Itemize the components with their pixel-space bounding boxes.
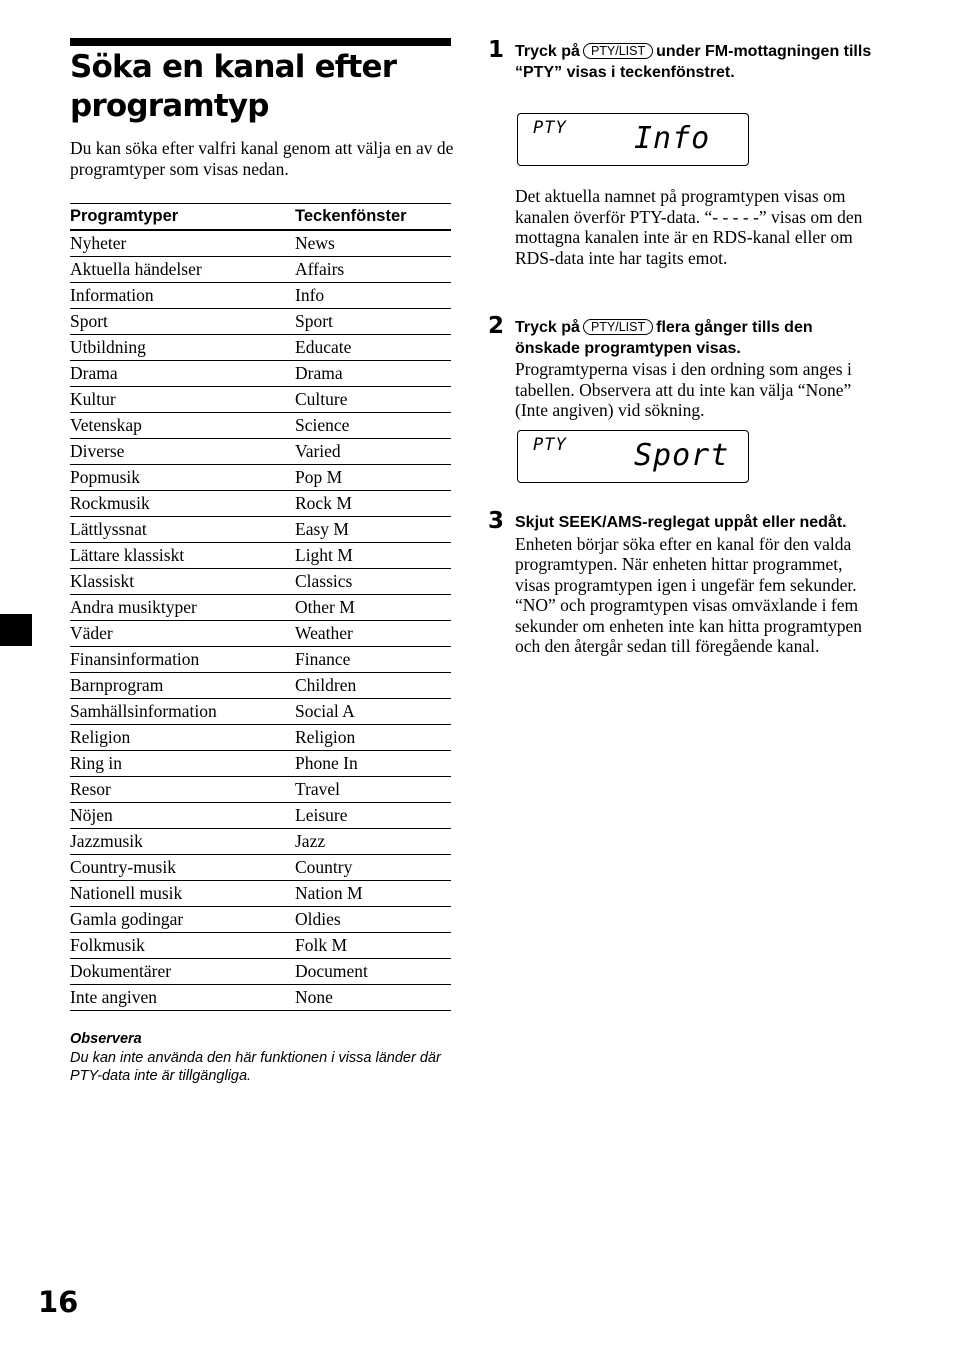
display-text-cell: Sport — [295, 309, 451, 335]
page-number: 16 — [38, 1285, 79, 1319]
program-type-cell: Rockmusik — [70, 491, 295, 517]
display-text-cell: Science — [295, 413, 451, 439]
title-rule — [70, 38, 451, 46]
table-row — [70, 543, 451, 569]
program-type-cell: Religion — [70, 725, 295, 751]
program-type-cell: Drama — [70, 361, 295, 387]
display-text-cell: Info — [295, 283, 451, 309]
program-type-cell: Diverse — [70, 439, 295, 465]
program-type-cell: Information — [70, 283, 295, 309]
table-row — [70, 829, 451, 855]
display-text-cell: Educate — [295, 335, 451, 361]
program-type-cell: Folkmusik — [70, 933, 295, 959]
table-row — [70, 907, 451, 933]
step-2-instr-after: flera gånger tills den önskade programtypen visas. — [515, 319, 813, 357]
table-row — [70, 465, 451, 491]
table-row — [70, 985, 451, 1011]
program-type-cell: Finansinformation — [70, 647, 295, 673]
display-text-cell: None — [295, 985, 451, 1011]
table-row — [70, 230, 451, 257]
table-row — [70, 647, 451, 673]
display-text-cell: Varied — [295, 439, 451, 465]
step-3-instr: Skjut SEEK/AMS-reglegat uppåt eller nedåt. — [515, 514, 847, 531]
display-text-cell: Affairs — [295, 257, 451, 283]
table-row — [70, 881, 451, 907]
program-type-cell: Kultur — [70, 387, 295, 413]
program-type-cell: Popmusik — [70, 465, 295, 491]
program-type-cell: Nyheter — [70, 230, 295, 257]
program-type-cell: Utbildning — [70, 335, 295, 361]
program-type-cell: Inte angiven — [70, 985, 295, 1011]
lcd-value: Info — [634, 121, 711, 156]
display-text-cell: Travel — [295, 777, 451, 803]
display-text-cell: Leisure — [295, 803, 451, 829]
display-text-cell: Phone In — [295, 751, 451, 777]
lcd-display-sport — [517, 430, 749, 483]
display-text-cell: Social A — [295, 699, 451, 725]
table-row — [70, 569, 451, 595]
table-row — [70, 855, 451, 881]
table-row — [70, 777, 451, 803]
section-tab-marker — [0, 614, 32, 646]
lcd-pty-label: PTY — [533, 435, 567, 455]
note — [70, 1030, 450, 1086]
display-text-cell: Children — [295, 673, 451, 699]
display-text-cell: Weather — [295, 621, 451, 647]
program-type-cell: Nöjen — [70, 803, 295, 829]
step-1-instr-before: Tryck på — [515, 43, 580, 60]
program-type-cell: Väder — [70, 621, 295, 647]
display-text-cell: Finance — [295, 647, 451, 673]
step-2-number: 2 — [488, 313, 505, 339]
table-row — [70, 361, 451, 387]
column-header-programtyper: Programtyper — [70, 204, 295, 231]
table-row — [70, 621, 451, 647]
page-title: Söka en kanal efter programtyp — [70, 49, 397, 124]
display-text-cell: Nation M — [295, 881, 451, 907]
step-2-instruction — [515, 318, 877, 421]
display-text-cell: Rock M — [295, 491, 451, 517]
table-row — [70, 257, 451, 283]
step-3-body: Enheten börjar söka efter en kanal för den valda programtypen. När enheten hittar programmet, visas programtypen igen i ungefär fem sekunder. — [515, 533, 857, 595]
step-3-number: 3 — [488, 508, 505, 534]
display-text-cell: Easy M — [295, 517, 451, 543]
display-text-cell: Oldies — [295, 907, 451, 933]
table-row — [70, 413, 451, 439]
table-row — [70, 595, 451, 621]
display-text-cell: Religion — [295, 725, 451, 751]
step-1-instruction — [515, 42, 877, 83]
display-text-cell: Country — [295, 855, 451, 881]
program-type-cell: Vetenskap — [70, 413, 295, 439]
pty-list-button-label: PTY/LIST — [583, 43, 653, 59]
display-text-cell: Document — [295, 959, 451, 985]
step-1-body: Det aktuella namnet på programtypen visas om kanalen överför PTY-data. “- - - - -” visas om den mottagna kanalen inte är en RDS-kanal eller om RDS-data inte har tagits emot. — [515, 186, 863, 268]
program-type-cell: Samhällsinformation — [70, 699, 295, 725]
program-type-cell: Ring in — [70, 751, 295, 777]
display-text-cell: Other M — [295, 595, 451, 621]
program-type-cell: Resor — [70, 777, 295, 803]
table-row — [70, 933, 451, 959]
lcd-display-info — [517, 113, 749, 166]
pty-list-button-label: PTY/LIST — [583, 319, 653, 335]
table-row — [70, 803, 451, 829]
table-row — [70, 959, 451, 985]
program-type-cell: Nationell musik — [70, 881, 295, 907]
lcd-value: Sport — [634, 438, 730, 473]
display-text-cell: Jazz — [295, 829, 451, 855]
table-row — [70, 387, 451, 413]
intro-paragraph: Du kan söka efter valfri kanal genom att välja en av de programtyper som visas nedan. — [70, 138, 454, 179]
table-body — [70, 230, 451, 1011]
display-text-cell: Drama — [295, 361, 451, 387]
step-3-instruction — [515, 513, 877, 657]
program-type-cell: Lättare klassiskt — [70, 543, 295, 569]
step-3-body-2: “NO” och programtypen visas omväxlande i fem sekunder om enheten inte kan hitta programtypen och den återgår sedan till föregående kanal. — [515, 595, 862, 656]
table-row — [70, 309, 451, 335]
table-row — [70, 699, 451, 725]
table-row — [70, 491, 451, 517]
display-text-cell: Pop M — [295, 465, 451, 491]
step-1-number: 1 — [488, 37, 505, 63]
table-row — [70, 751, 451, 777]
table-row — [70, 725, 451, 751]
table-header-row — [70, 204, 451, 231]
program-type-cell: Lättlyssnat — [70, 517, 295, 543]
display-text-cell: Classics — [295, 569, 451, 595]
column-header-teckenfonster: Teckenfönster — [295, 204, 451, 231]
program-type-cell: Sport — [70, 309, 295, 335]
note-text: Du kan inte använda den här funktionen i vissa länder där PTY-data inte är tillgängliga. — [70, 1049, 441, 1084]
program-type-cell: Country-musik — [70, 855, 295, 881]
program-type-table — [70, 203, 451, 1011]
program-type-cell: Dokumentärer — [70, 959, 295, 985]
display-text-cell: Culture — [295, 387, 451, 413]
lcd-pty-label: PTY — [533, 118, 567, 138]
program-type-cell: Gamla godingar — [70, 907, 295, 933]
table-row — [70, 283, 451, 309]
display-text-cell: Light M — [295, 543, 451, 569]
note-heading: Observera — [70, 1031, 142, 1047]
step-2-instr-before: Tryck på — [515, 319, 580, 336]
table-row — [70, 335, 451, 361]
table-row — [70, 439, 451, 465]
program-type-cell: Aktuella händelser — [70, 257, 295, 283]
program-type-cell: Jazzmusik — [70, 829, 295, 855]
step-1-instr-after: under FM-mottagningen tills “PTY” visas i teckenfönstret. — [515, 43, 872, 81]
step-2-body: Programtyperna visas i den ordning som anges i tabellen. Observera att du inte kan välja “None” (Inte angiven) vid sökning. — [515, 359, 852, 420]
program-type-cell: Barnprogram — [70, 673, 295, 699]
program-type-cell: Andra musiktyper — [70, 595, 295, 621]
display-text-cell: Folk M — [295, 933, 451, 959]
table-row — [70, 517, 451, 543]
table-row — [70, 673, 451, 699]
program-type-cell: Klassiskt — [70, 569, 295, 595]
display-text-cell: News — [295, 230, 451, 257]
